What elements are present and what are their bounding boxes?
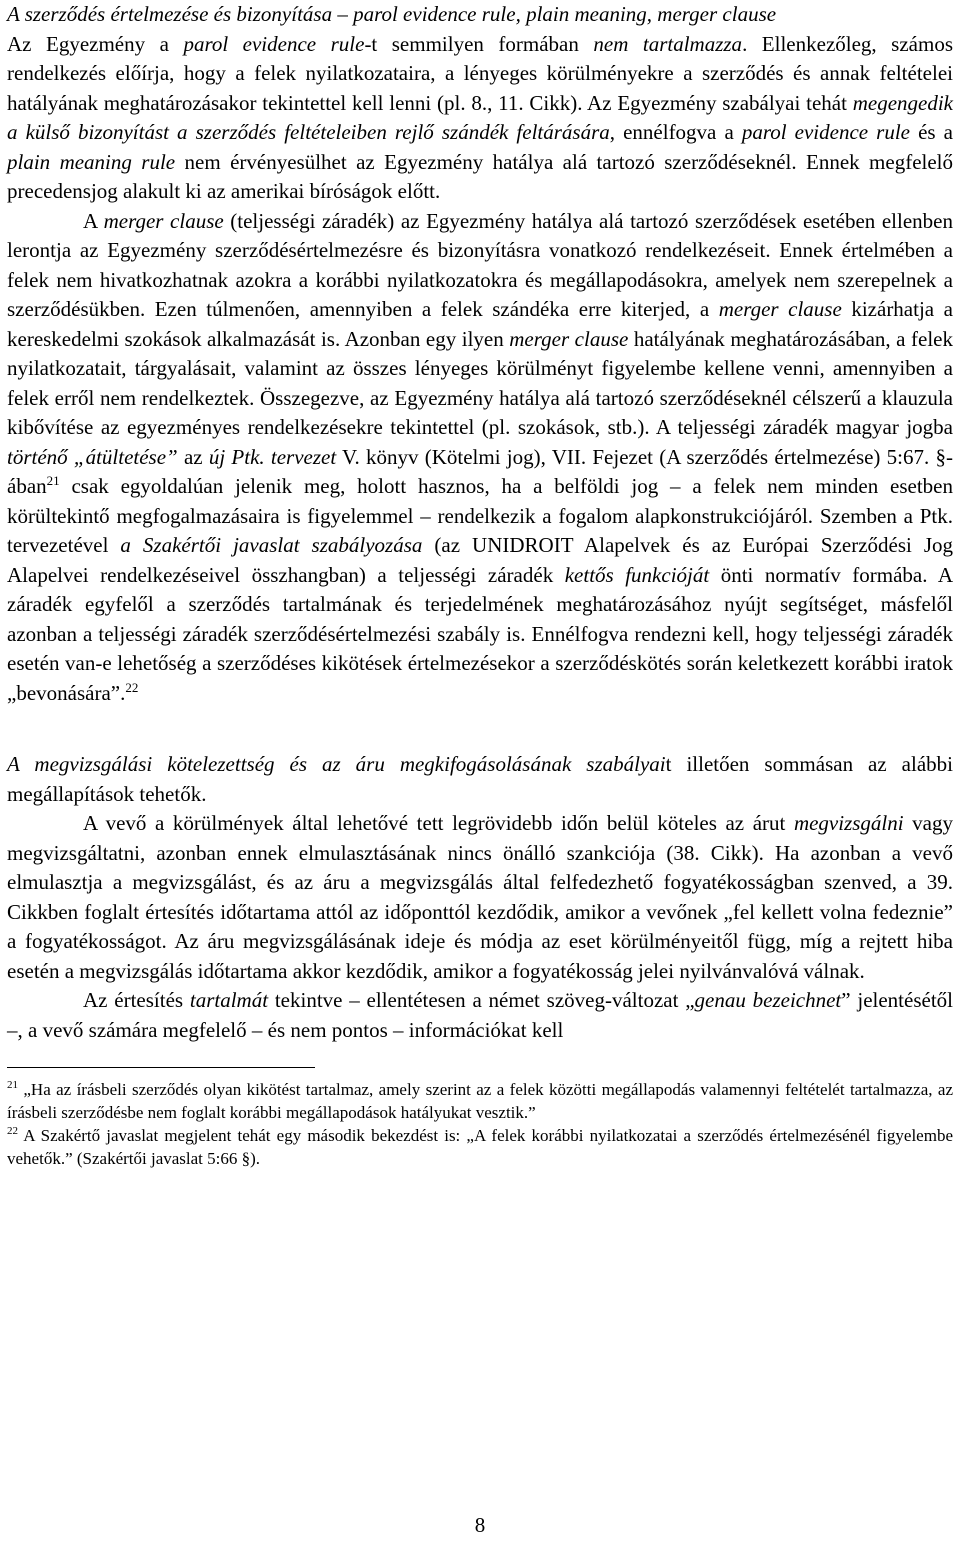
footnote-divider	[7, 1067, 315, 1068]
footnote-21: $^{21}$ „Ha az írásbeli szerződés olyan kikötést tartalmaz, amely szerint az a felek közötti megállapodás valamennyi feltételét tartalmazza, az írásbeli szerződésbe nem foglalt korábbi megállapodások hatályukat vesztik.”	[7, 1079, 953, 1122]
section-spacer	[7, 708, 953, 750]
paragraph-inspection-duty: A vevő a körülmények által lehetővé tett legrövidebb időn belül köteles az árut megvizsgálni vagy megvizsgáltatni, azonban ennek elmulasztásának nincs önálló szankciója (38. Cikk). Ha azonban a vevő elmulasztja a megvizsgálást, és az áru a megvizsgálás által felfedezhető fogyatékosságban szenved, a 39. Cikkben foglalt értesítés időtartama attól az időponttól kezdődik, amikor a vevőnek „fel kellett volna fedeznie” a fogyatékosságot. Az áru megvizsgálásának ideje és módja az eset körülményeitől függ, míg a rejtett hiba esetén a megvizsgálás időtartama akkor kezdődik, amikor a fogyatékosság jelei nyilvánvalóvá válnak.	[7, 811, 953, 983]
footnote-22: $^{22}$ A Szakértő javaslat megjelent tehát egy második bekezdést is: „A felek korábbi nyilatkozatai a szerződés értelmezésénél figyelembe vehetők.” (Szakértői javaslat 5:66 §).	[7, 1125, 953, 1168]
paragraph-merger-clause: A merger clause (teljességi záradék) az Egyezmény hatálya alá tartozó szerződések esetében ellenben lerontja az Egyezmény szerződésértelmezésre és bizonyításra vonatkozó rendelkezéseit. Ennek értelmében a felek nem hivatkozhatnak azokra a korábbi nyilatkozatokra és megállapodásokra, amelyek nem szerepelnek a szerződésükben. Ezen túlmenően, amennyiben a felek szándéka erre kiterjed, a merger clause kizárhatja a kereskedelmi szokások alkalmazását is. Azonban egy ilyen merger clause hatályának meghatározásában, a felek nyilatkozatait, tárgyalásait, valamint az összes lényeges körülményt figyelembe kellene venni, amennyiben a felek erről nem rendelkeztek. Összegezve, az Egyezmény hatálya alá tartozó szerződéseknél célszerű a klauzula kibővítése az egyezményes rendelkezésekre tekintettel (pl. szokások, stb.). A teljességi záradék magyar jogba történő „átültetése” az új Ptk. tervezet V. könyv (Kötelmi jog), VII. Fejezet (A szerződés értelmezése) 5:67. §-ában$^{21}$ csak egyoldalúan jelenik meg, holott hasznos, ha a belföldi jog – a felek nem minden esetben körültekintő megfogalmazásaira is figyelemmel – rendelkezik a fogalom alapkonstrukciójáról. Szemben a Ptk. tervezetével a Szakértői javaslat szabályozása (az UNIDROIT Alapelvek és az Európai Szerződési Jog Alapelvei rendelkezéseivel összhangban) a teljességi záradék kettős funkcióját önti normatív formába. A záradék egyfelől a szerződés tartalmának és terjedelmének meghatározásához nyújt segítséget, másfelől azonban a teljességi záradék szerződésértelmezési szabály is. Ennélfogva rendezni kell, hogy teljességi záradék esetén van-e lehetőség a szerződéses kikötések értelmezésekor a szerződéskötés során keletkezett korábbi iratok „bevonására”.$^{22}$	[7, 208, 954, 705]
document-page	[7, 0, 953, 1170]
paragraph-notice-content: Az értesítés tartalmát tekintve – ellentétesen a német szöveg-változat „genau bezeichnet” jelentésétől –, a vevő számára megfelelő – és nem pontos – információkat kell	[7, 988, 953, 1042]
footnote-ref-22[interactable]: 22	[125, 679, 139, 695]
paragraph-parol-evidence: Az Egyezmény a parol evidence rule-t semmilyen formában nem tartalmazza. Ellenkezőleg, számos rendelkezés előírja, hogy a felek nyilatkozataira, a lényeges körülményekre a szerződés és annak feltételei hatályának meghatározásakor tekintettel kell lenni (pl. 8., 11. Cikk). Az Egyezmény szabályai tehát megengedik a külső bizonyítást a szerződés feltételeiben rejlő szándék feltárására, ennélfogva a parol evidence rule és a plain meaning rule nem érvényesülhet az Egyezmény hatálya alá tartozó szerződéseknél. Ennek megfelelő precedensjog alakult ki az amerikai bíróságok előtt.	[7, 31, 954, 203]
section-heading: A szerződés értelmezése és bizonyítása – parol evidence rule, plain meaning, merger clause	[7, 2, 777, 26]
page-number: 8	[474, 1513, 486, 1537]
footnote-ref-21[interactable]: 21	[46, 473, 60, 488]
paragraph-inspection-intro: A megvizsgálási kötelezettség és az áru megkifogásolásának szabályait illetően sommásan az alábbi megállapítások tehetők.	[7, 752, 953, 806]
